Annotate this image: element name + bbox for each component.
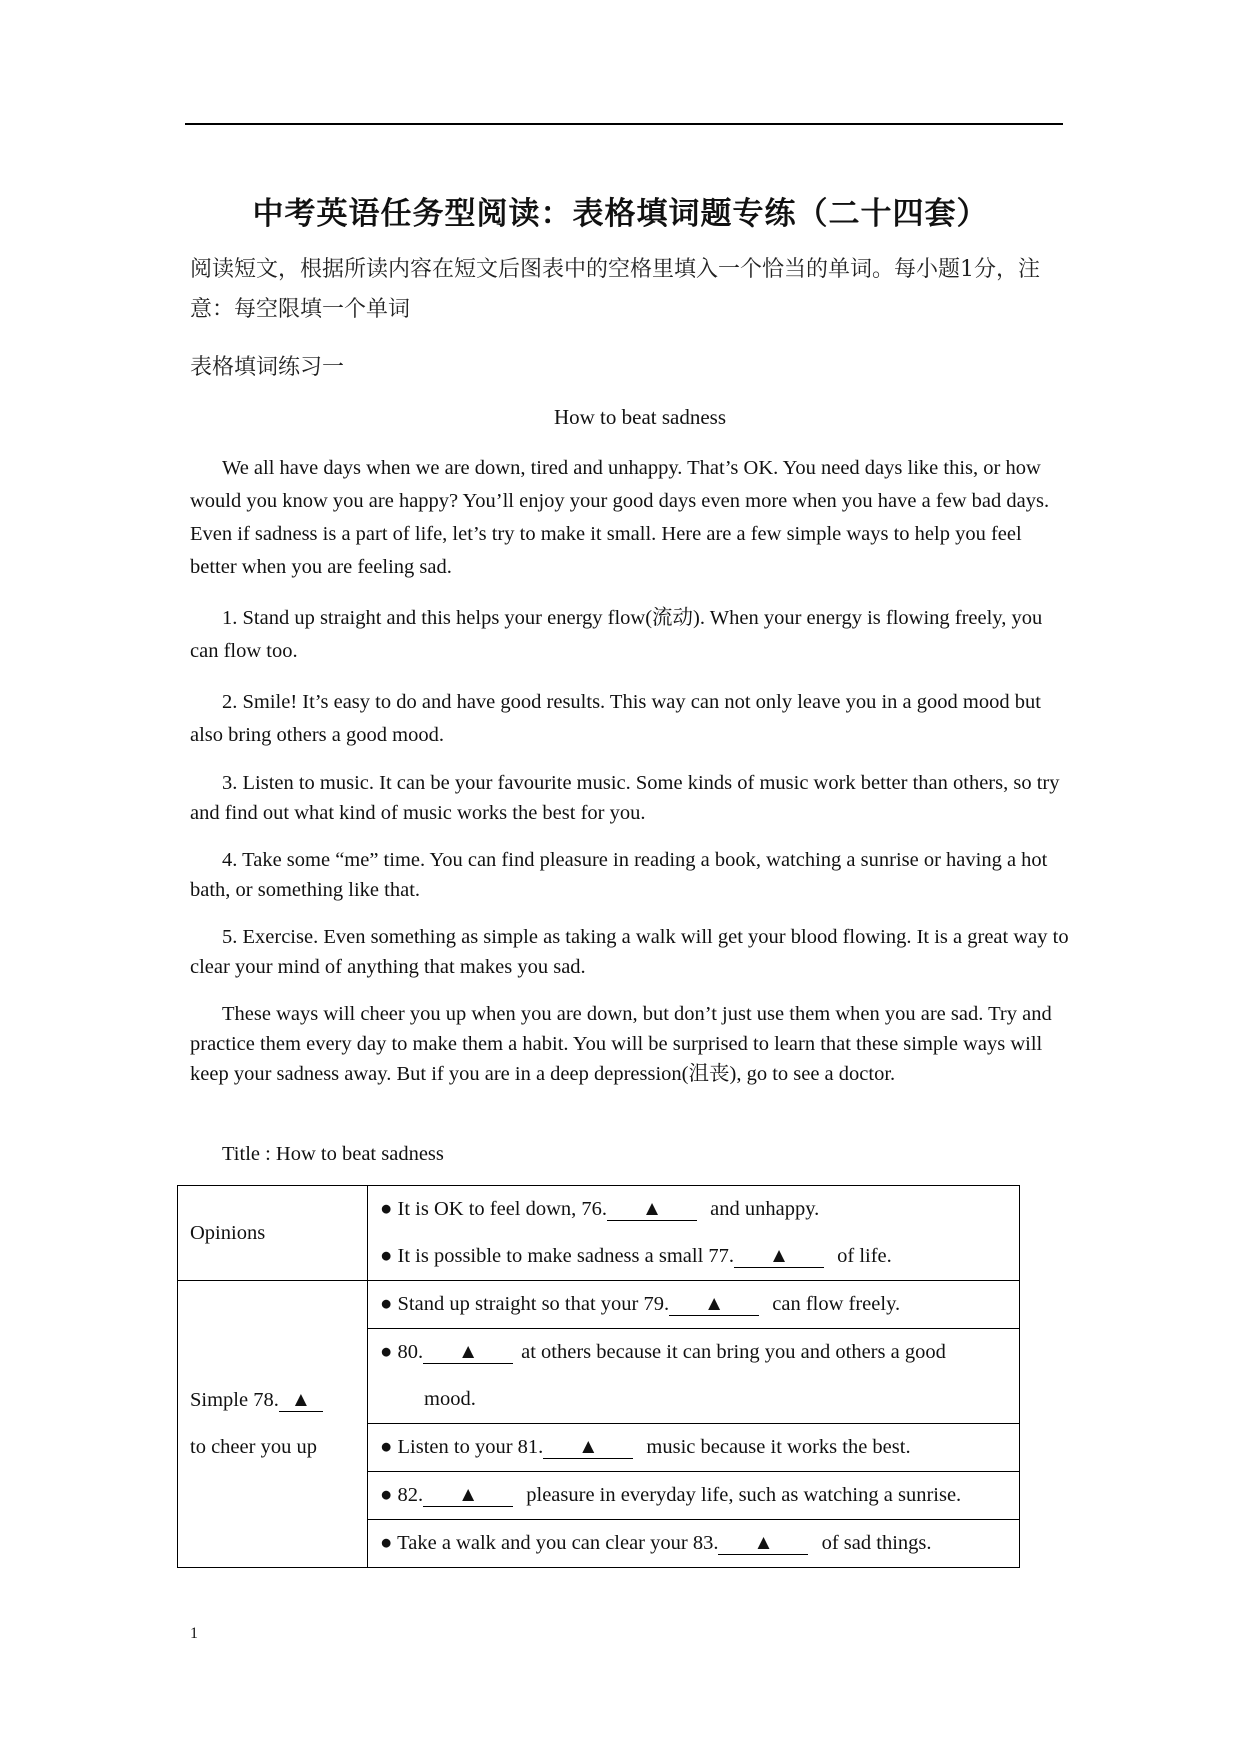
paragraph-1: 1. Stand up straight and this helps your energy flow(流动). When your energy is flowing freely, you can flow too. bbox=[190, 607, 1043, 662]
opinion-line-77: ● It is possible to make sadness a small 77. ▲ of life. bbox=[380, 1245, 892, 1267]
way-cell-79: ● Stand up straight so that your 79. ▲ can flow freely. bbox=[368, 1281, 1020, 1329]
answer-blank-83[interactable]: ▲ bbox=[718, 1532, 808, 1555]
paragraph-4: 4. Take some “me” time. You can find pleasure in reading a book, watching a sunrise or having a hot bath, or something like that. bbox=[190, 849, 1048, 901]
paragraph-intro: We all have days when we are down, tired and unhappy. That’s OK. You need days like this, or how would you know you are happy? You’ll enjoy your good days even more when you have a few bad days. Even if sadness is a part of life, let’s try to make it small. Here are a few simple ways to help you feel better when you are feeling sad. bbox=[190, 457, 1050, 578]
answer-blank-78[interactable]: ▲ bbox=[279, 1389, 323, 1412]
bullet-icon: ● bbox=[380, 1532, 393, 1554]
opinions-cell bbox=[368, 1186, 1020, 1281]
opinion-line-76: ● It is OK to feel down, 76. ▲ and unhappy. bbox=[380, 1198, 820, 1220]
answer-blank-76[interactable]: ▲ bbox=[607, 1198, 697, 1221]
instructions: 阅读短文，根据所读内容在短文后图表中的空格里填入一个恰当的单词。每小题1分，注意：每空限填一个单词 bbox=[190, 257, 1040, 322]
article-title: How to beat sadness bbox=[553, 405, 727, 429]
bullet-icon: ● bbox=[380, 1341, 393, 1363]
header-rule bbox=[185, 123, 1063, 125]
bullet-icon: ● bbox=[380, 1436, 393, 1458]
answer-blank-77[interactable]: ▲ bbox=[734, 1245, 824, 1268]
bullet-icon: ● bbox=[380, 1293, 393, 1315]
exercise-label: 表格填词练习一 bbox=[190, 355, 345, 380]
answer-blank-81[interactable]: ▲ bbox=[543, 1436, 633, 1459]
fill-in-table bbox=[177, 1185, 1020, 1568]
paragraph-2: 2. Smile! It’s easy to do and have good results. This way can not only leave you in a good mood but also bring others a good mood. bbox=[190, 691, 1041, 746]
way-cell-83: ● Take a walk and you can clear your 83. ▲ of sad things. bbox=[368, 1520, 1020, 1568]
bullet-icon: ● bbox=[380, 1484, 393, 1506]
paragraph-5: 5. Exercise. Even something as simple as taking a walk will get your blood flowing. It is a great way to clear your mind of anything that makes you sad. bbox=[190, 926, 1069, 978]
answer-blank-79[interactable]: ▲ bbox=[669, 1293, 759, 1316]
row-label-opinions: Opinions bbox=[178, 1186, 368, 1281]
row-label-ways: Simple 78. ▲ to cheer you up bbox=[178, 1281, 368, 1568]
table-row-way-79 bbox=[178, 1281, 1020, 1329]
paragraph-conclusion: These ways will cheer you up when you are down, but don’t just use them when you are sad. Try and practice them every day to make them a habit. You will be surprised to learn that these simple ways will keep your sadness away. But if you are in a deep depression(沮丧), go to see a doctor. bbox=[190, 1003, 1052, 1085]
way-cell-81: ● Listen to your 81. ▲ music because it works the best. bbox=[368, 1424, 1020, 1472]
page-title: 中考英语任务型阅读：表格填词题专练（二十四套） bbox=[252, 196, 989, 232]
answer-blank-82[interactable]: ▲ bbox=[423, 1484, 513, 1507]
table-row-opinions bbox=[178, 1186, 1020, 1281]
table-caption: Title : How to beat sadness bbox=[222, 1143, 444, 1165]
way-cell-82: ● 82. ▲ pleasure in everyday life, such as watching a sunrise. bbox=[368, 1472, 1020, 1520]
page-number: 1 bbox=[190, 1625, 198, 1642]
answer-blank-80[interactable]: ▲ bbox=[423, 1341, 513, 1364]
bullet-icon: ● bbox=[380, 1198, 393, 1220]
paragraph-3: 3. Listen to music. It can be your favourite music. Some kinds of music work better than others, so try and find out what kind of music works the best for you. bbox=[190, 772, 1060, 824]
way-cell-80: ● 80. ▲ at others because it can bring you and others a good mood. bbox=[368, 1329, 1020, 1424]
bullet-icon: ● bbox=[380, 1245, 393, 1267]
